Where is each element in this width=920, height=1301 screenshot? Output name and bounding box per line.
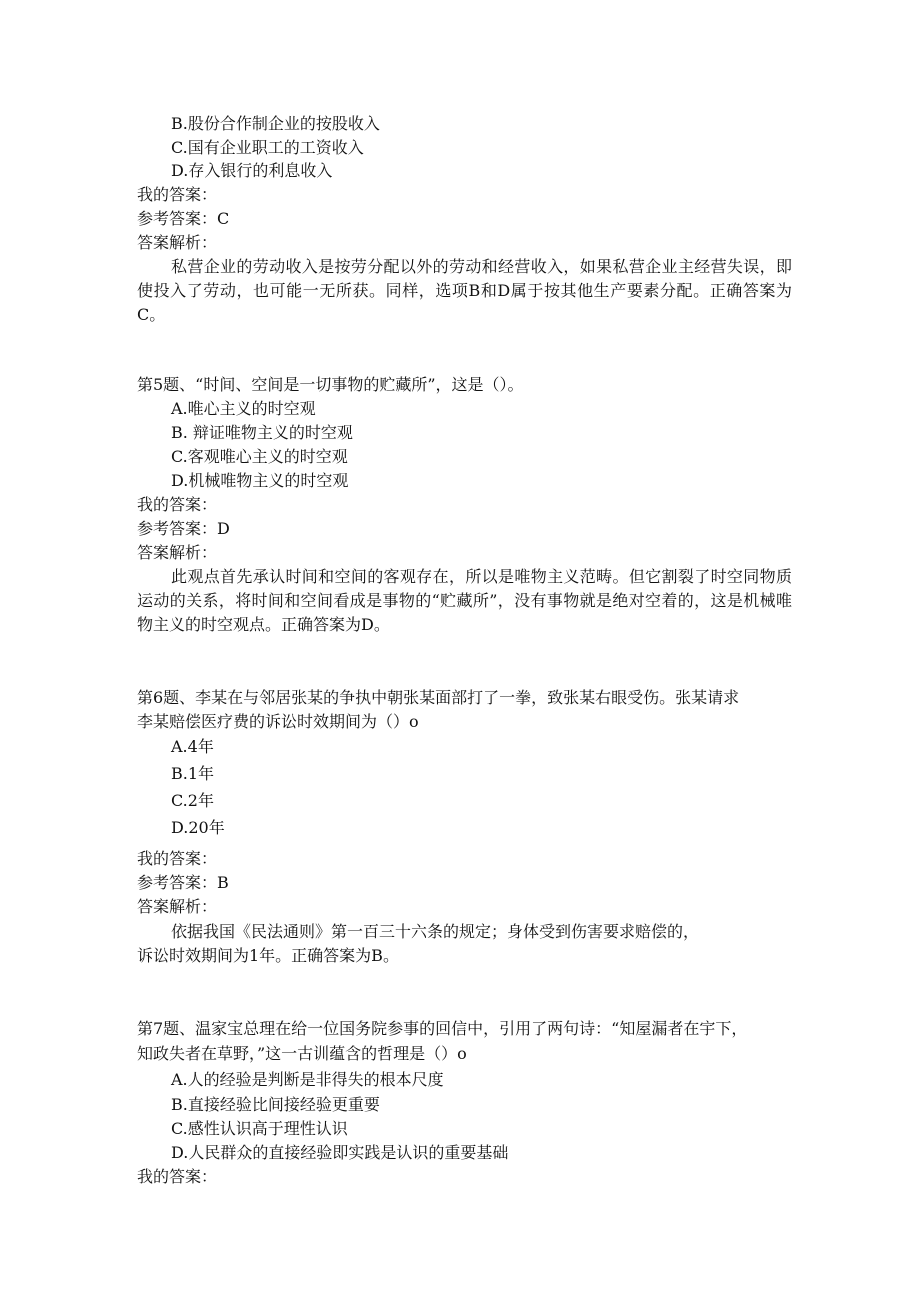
- analysis-text-line1: 依据我国《民法通则》第一百三十六条的规定；身体受到伤害要求赔偿的，: [171, 922, 700, 941]
- question-6-title-line1: 第6题、李某在与邻居张某的争执中朝张某面部打了一拳，致张某右眼受伤。张某请求: [137, 688, 740, 707]
- reference-answer: 参考答案：B: [137, 873, 229, 892]
- option-c: C.国有企业职工的工资收入: [171, 138, 364, 157]
- option-c: C.感性认识高于理性认识: [171, 1119, 348, 1138]
- option-d: D.存入银行的利息收入: [171, 161, 333, 180]
- analysis-text: 私营企业的劳动收入是按劳分配以外的劳动和经营收入，如果私营企业主经营失误，即使投入了劳动，也可能一无所获。同样，选项B和D属于按其他生产要素分配。正确答案为C。: [137, 257, 792, 324]
- analysis-label: 答案解析：: [137, 897, 218, 916]
- my-answer-label: 我的答案：: [137, 495, 218, 514]
- my-answer-label: 我的答案：: [137, 185, 218, 204]
- question-7-title-line1: 第7题、温家宝总理在给一位国务院参事的回信中，引用了两句诗：“知屋漏者在宇下，: [137, 1019, 748, 1038]
- option-a: A.4年: [171, 737, 214, 756]
- analysis-text-line2: 诉讼时效期间为1年。正确答案为B。: [137, 946, 399, 965]
- question-6-title-line2: 李某赔偿医疗费的诉讼时效期间为（）o: [137, 712, 419, 731]
- option-d: D.机械唯物主义的时空观: [171, 471, 349, 490]
- option-a: A.唯心主义的时空观: [171, 399, 316, 418]
- option-b: B.股份合作制企业的按股收入: [171, 114, 380, 133]
- analysis-text: 此观点首先承认时间和空间的客观存在，所以是唯物主义范畴。但它割裂了时空同物质运动的关系，将时间和空间看成是事物的“贮藏所”，没有事物就是绝对空着的，这是机械唯物主义的时空观点。正确答案为D。: [137, 567, 792, 634]
- reference-answer: 参考答案：C: [137, 209, 230, 228]
- question-5-title: 第5题、“时间、空间是一切事物的贮藏所”，这是（）。: [137, 375, 524, 394]
- option-a: A.人的经验是判断是非得失的根本尺度: [171, 1070, 444, 1089]
- option-c: C.2年: [171, 791, 214, 810]
- reference-answer: 参考答案：D: [137, 519, 230, 538]
- option-d: D.20年: [171, 818, 225, 837]
- my-answer-label: 我的答案：: [137, 1167, 218, 1186]
- analysis-label: 答案解析：: [137, 233, 218, 252]
- question-7-title-line2: 知政失者在草野，”这一古训蕴含的哲理是（）o: [137, 1044, 467, 1063]
- my-answer-label: 我的答案：: [137, 849, 218, 868]
- option-b: B.1年: [171, 764, 215, 783]
- option-c: C.客观唯心主义的时空观: [171, 447, 348, 466]
- option-b: B. 辩证唯物主义的时空观: [171, 423, 353, 442]
- option-d: D.人民群众的直接经验即实践是认识的重要基础: [171, 1143, 509, 1162]
- analysis-label: 答案解析：: [137, 543, 218, 562]
- option-b: B.直接经验比间接经验更重要: [171, 1095, 380, 1114]
